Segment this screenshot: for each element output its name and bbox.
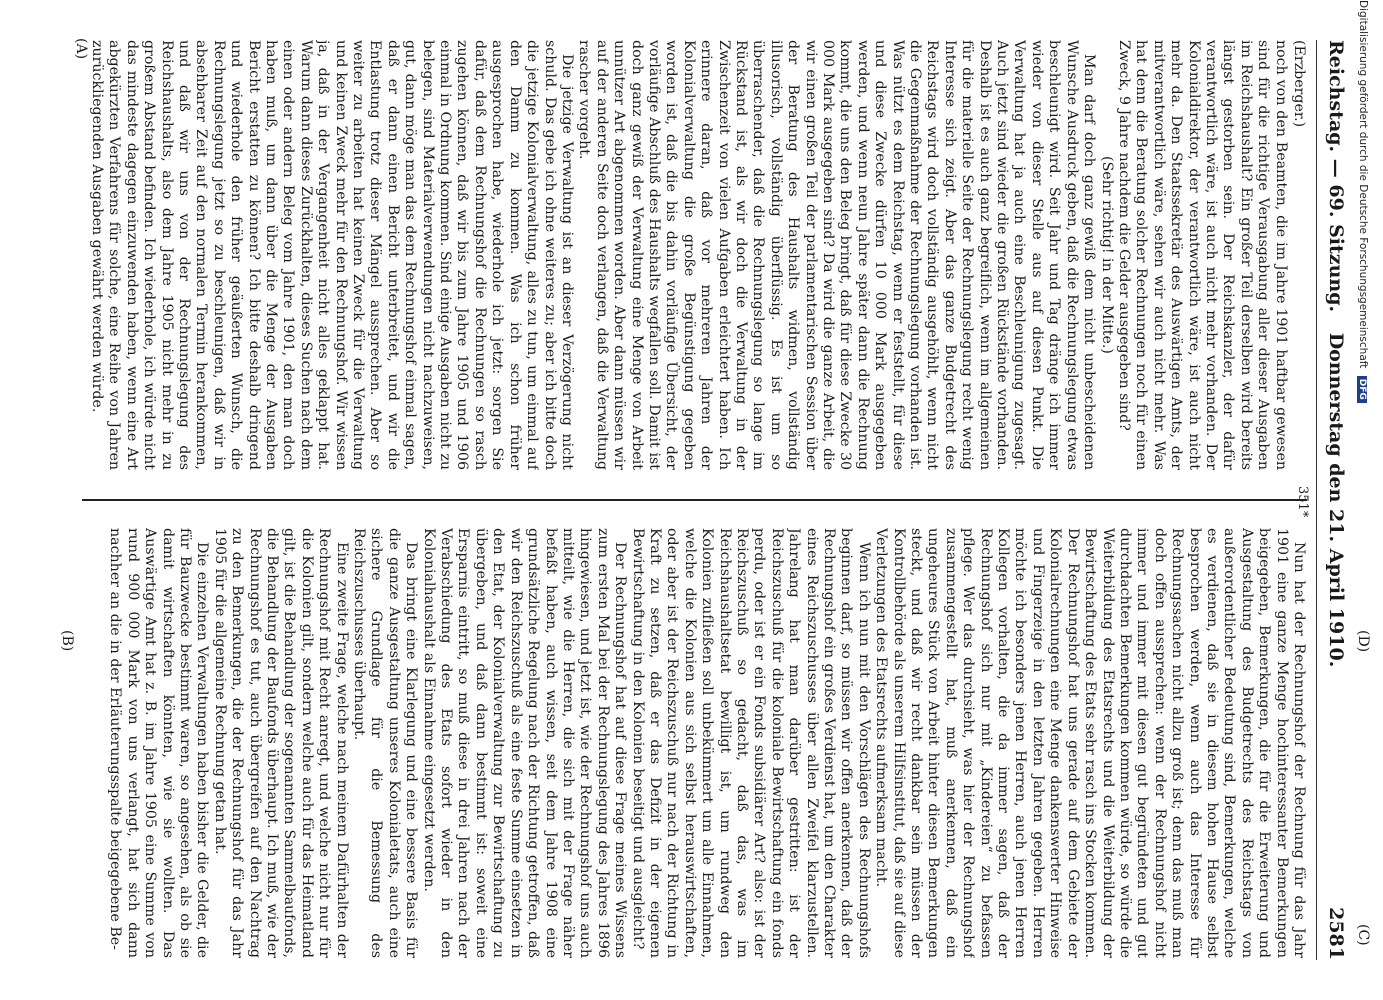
digitization-credit	[1355, 0, 1369, 1000]
margin-marker-c: (C)	[1355, 924, 1371, 946]
left-paragraph-2: Man darf doch ganz gewiß dem nicht unbescheidenen Wunsche Ausdruck geben, daß die Rechnungslegung etwas beschleunigt wird. Seit Jahr und Tag dränge ich immer wieder von dieser Stelle aus auf diesen Punkt. Die Verwaltung hat ja auch eine Beschleunigung zugesagt. Auch jetzt sind wieder die großen Rückstände vorhanden. Deshalb ist es auch ganz begreiflich, wenn im allgemeinen für die materielle Seite der Rechnungslegung recht wenig Interesse sich zeigt. Aber das ganze Budgetrecht des Reichstags wird doch vollständig ausgehöhlt, wenn nicht die Gegenmaßnahme der Rechnungslegung vorhanden ist. Was nützt es dem Reichstag, wenn er feststellt, für diese und diese Zwecke dürfen 10 000 Mark ausgegeben werden, und wenn neun Jahre später dann die Rechnung kommt, die uns den Beleg bringt, daß für diese Zwecke 30 000 Mark ausgegeben sind? Da wird die ganze Arbeit, die wir einen großen Teil der parlamentarischen Session über der Beratung des Haushalts widmen, vollständig illusorisch, vollständig überflüssig. Es ist um so überraschender, daß die Rechnungslegung so lange im Rückstand ist, als wir doch die Verwaltung in der Zwischenzeit von vielen Aufgaben erleichtert haben. Ich erinnere daran, daß vor mehreren Jahren der Kolonialverwaltung die große Begünstigung gegeben worden ist, daß die bis dahin vorläufige Übersicht, der vorläufige Abschluß des Haushalts wegfallen soll. Damit ist doch ganz gewiß der Verwaltung eine Menge von Arbeit unnützer Art abgenommen worden. Aber dann müssen wir auf der anderen Seite doch verlangen, daß die Verwaltung rascher vorgeht.	[576, 40, 1098, 470]
margin-marker-a: (A)	[73, 38, 89, 60]
margin-marker-b: (B)	[59, 630, 75, 652]
left-column	[82, 40, 1307, 470]
margin-marker-d: (D)	[1355, 630, 1371, 653]
interjection: (Sehr richtig! in der Mitte.)	[1098, 156, 1115, 354]
right-paragraph-2: Wenn ich nun mit den Vorschlägen des Rechnungshofs beginnen darf, so müssen wir offen anerkennen, daß der Rechnungshof ein großes Verdienst hat, um den Charakter eines Reichszuschusses über allen Zweifel klarzustellen. Jahrelang hat man darüber gestritten: ist der Reichszuschuß für die koloniale Bewirtschaftung ein fonds perdu, oder ist er ein Fonds subsidiärer Art? also: ist der Reichszuschuß so gedacht, daß das, was im Reichshaushaltsetat bewilligt ist, um rundweg den Kolonien zufließen soll unbekümmert um alle Einnahmen, welche die Kolonien aus sich selbst herauswirtschaften, oder aber ist der Reichszuschuß nur nach der Richtung in Kraft zu setzen, daß er das Defizit in der eigenen Bewirtschaftung in den Kolonien beseitigt und ausgleicht?	[629, 528, 872, 958]
right-paragraph-6: Die einzelnen Verwaltungen haben bisher die Gelder, die für Bauzwecke bestimmt waren, so angesehen, als ob sie damit wirtschaften könnten, wie sie wollten. Das Auswärtige Amt hat z. B. im Jahre 1905 eine Summe von rund 900 000 Mark von uns verlangt, hat sich dann nachher an die in der Erläuterungsspalte beigegebene Be-	[107, 528, 211, 958]
right-column	[82, 528, 1307, 958]
header-date: Donnerstag den 21. April 1910.	[1325, 332, 1347, 668]
dfg-logo: DFG	[1357, 376, 1367, 403]
right-paragraph-3: Der Rechnungshof hat auf diese Frage meines Wissens zum ersten Mal bei der Rechnungslegung des Jahres 1896 hingewiesen, und jetzt ist, wie der Rechnungshof uns auch mitteilt, wie die Herren, die sich mit der Frage näher befaßt haben, auch wissen, seit dem Jahre 1908 eine grundsätzliche Regelung nach der Richtung getroffen, daß wir den Reichszuschuß als eine feste Summe einsetzen in den Etat, der Kolonialverwaltung zur Bewirtschaftung zu übergeben, und daß dann bestimmt ist: soweit eine Ersparnis eintritt, so muß diese in drei Jahren nach der Verabschiedung des Etats sofort wieder in den Kolonialhaushalt als Einnahme eingesetzt werden.	[420, 528, 629, 958]
left-paragraph-1: noch von den Beamten, die im Jahre 1901 haftbar gewesen sind für die richtige Verausgabung aller dieser Ausgaben im Reichshaushalt? Ein großer Teil derselben wird bereits längst gestorben sein. Der Reichskanzler, der dafür verantwortlich wäre, ist auch nicht mehr vorhanden. Der Kolonialdirektor, der verantwortlich wäre, ist auch nicht mehr da. Den Staatssekretär des Auswärtigen Amts, der mitverantwortlich wäre, sehen wir auch nicht mehr. Was hat denn die Beratung solcher Rechnungen noch für einen Zweck, 9 Jahre nachdem die Gelder ausgegeben sind?	[1115, 40, 1289, 470]
right-paragraph-5: Eine zweite Frage, welche nach meinem Dafürhalten der Rechnungshof mit Recht anregt, und welche nicht nur für die Kolonien gilt, sondern welche auch für das Heimatland gilt, ist die Behandlung der sogenannten Sammelbaufonds, die Behandlung der Baufonds überhaupt. Ich muß, wie der Rechnungshof es tut, auch übergreifen auf den Nachtrag zu den Bemerkungen, die der Rechnungshof für das Jahr 1905 für die allgemeine Rechnung getan hat.	[211, 528, 350, 958]
running-head	[1321, 40, 1351, 960]
footer-number: 351*	[1295, 486, 1310, 518]
header-rule	[1316, 40, 1317, 960]
right-paragraph-4: Das bringt eine Klarlegung und eine bessere Basis für die ganze Ausgestaltung unseres Kolonialetats, auch eine sichere Grundlage für die Bemessung des Reichszuschusses überhaupt.	[351, 528, 420, 958]
column-divider	[82, 499, 1307, 501]
digitization-credit-text: Digitalisierung gefördert durch die Deutsche Forschungsgemeinschaft	[1357, 0, 1369, 369]
header-session: Reichstag. — 69. Sitzung.	[1325, 40, 1347, 313]
left-paragraph-3: Die jetzige Verwaltung ist an dieser Verzögerung nicht schuld. Das gebe ich ohne weiteres zu; aber ich bitte doch die jetzige Kolonialverwaltung, alles zu tun, um einmal auf den Damm zu kommen. Was ich schon früher ausgesprochen habe, wiederhole ich jetzt: sorgen Sie dafür, daß dem Rechnungshof die Rechnungen so rasch zugehen können, daß wir bis zum Jahre 1905 und 1906 einmal in Ordnung kommen. Sind einige Ausgaben nicht zu belegen, sind Materialverwendungen nicht nachzuweisen, gut, dann möge man das dem Rechnungshof einmal sagen, daß er dann einen Bericht unterbreitet, und wir die Entlastung trotz dieser Mängel aussprechen. Aber so weiter zu arbeiten hat keinen Zweck für die Verwaltung und keinen Zweck mehr für den Rechnungshof. Wir wissen ja, daß in der Vergangenheit nicht alles geklappt hat. Warum dann dieses Zurückhalten, dieses Suchen nach dem einen oder andern Beleg vom Jahre 1901, den man doch haben muß, um dann über die Menge der Ausgaben Bericht erstatten zu können? Ich bitte deshalb dringend und wiederhole den früher geäußerten Wunsch, die Rechnungslegung jetzt so zu beschleunigen, daß wir in absehbarer Zeit auf den normalen Termin herankommen, und daß wir uns von der Rechnungslegung des Reichshaushalts, also dem Jahre 1905 nicht mehr in zu großem Abstand befinden. Ich wiederhole, ich würde nicht das mindeste dagegen einzuwenden haben, wenn eine Art abgekürzten Verfahrens für solche, eine Reihe von Jahren zurückliegenden Ausgaben gewährt werden würde.	[88, 40, 575, 470]
page-number: 2581	[1325, 907, 1347, 960]
speaker-label: (Erzberger.)	[1291, 40, 1307, 128]
right-paragraph-1: Nun hat der Rechnungshof der Rechnung für das Jahr 1901 eine ganze Menge hochinteressanter Bemerkungen beigegeben, Bemerkungen, die für die Erweiterung und Ausgestaltung des Budgetrechts des Reichstags von außerordentlicher Bedeutung sind, Bemerkungen, welche es verdienen, daß sie in diesem hohen Hause selbst besprochen werden, wenn auch das Interesse für Rechnungssachen nicht allzu groß ist; denn das muß man doch offen aussprechen: wenn der Rechnungshof nicht immer und immer mit diesen gut begründeten und gut durchdachten Bemerkungen kommen würde, so würde die Weiterbildung des Etatsrechts und die Weiterbildung der Bewirtschaftung des Etats sehr rasch ins Stocken kommen. Der Rechnungshof hat uns gerade auf dem Gebiete der Kolonialrechnungen eine Menge dankenswerter Hinweise und Fingerzeige in den letzten Jahren gegeben. Herren möchte ich besonders jenen Herren, auch jenen Herren Kollegen vorhalten, die da immer sagen, daß der Rechnungshof sich nur mit „Kindereien“ zu befassen pflege. Wer das durchsieht, was hier der Rechnungshof zusammengestellt hat, muß anerkennen, daß ein ungeheures Stück von Arbeit hinter diesen Bemerkungen steckt, und daß wir recht dankbar sein müssen der Kontrollbehörde als unserem Hilfsinstitut, daß sie auf diese Verletzungen des Etatsrechts aufmerksam macht.	[873, 528, 1307, 958]
